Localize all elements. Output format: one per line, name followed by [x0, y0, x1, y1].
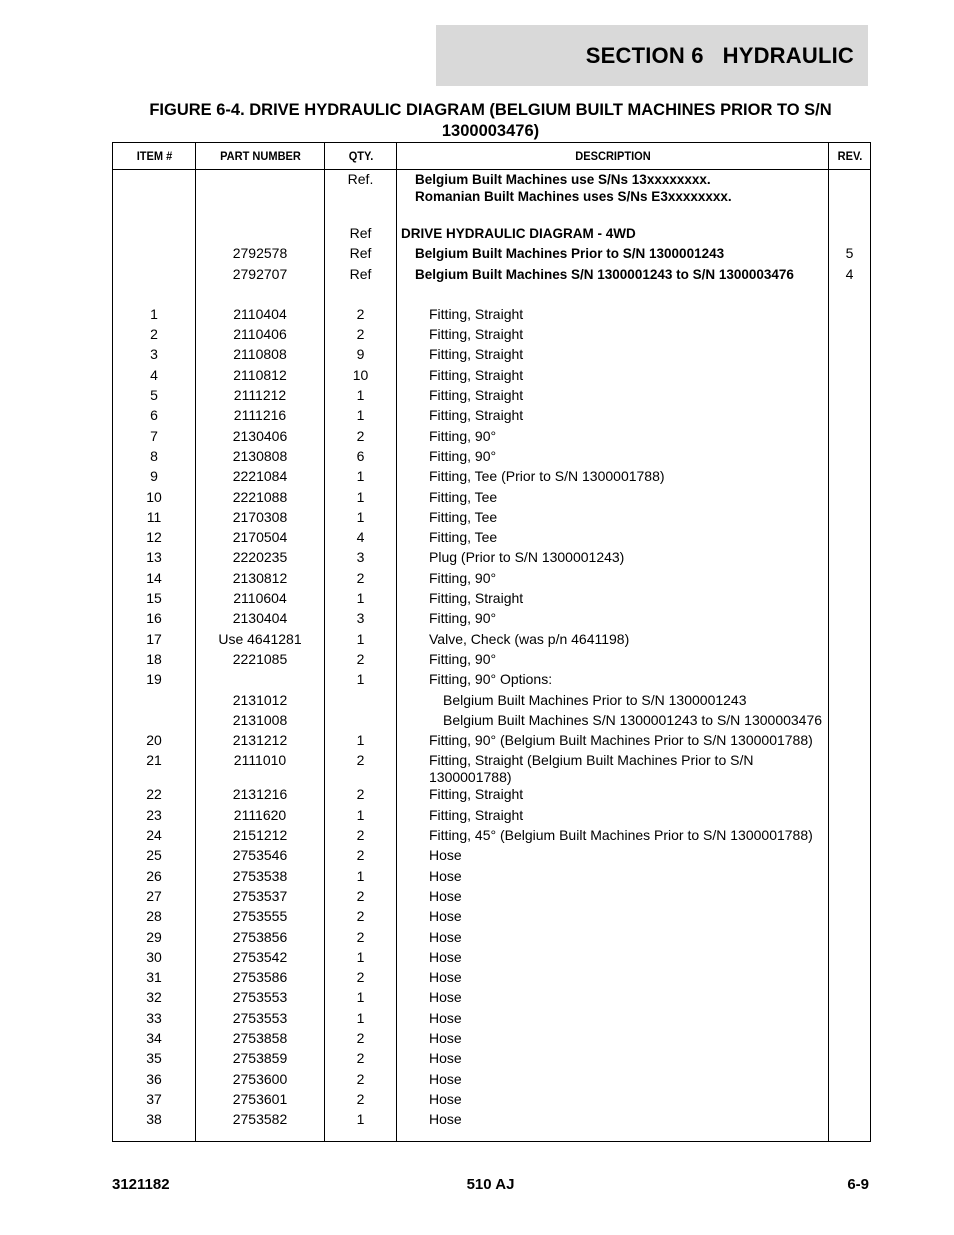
cell-part-number: 2110404	[196, 306, 325, 326]
cell-part-number: 2753555	[196, 908, 325, 928]
table-row	[113, 929, 871, 949]
cell-rev	[829, 692, 871, 712]
cell-item: 37	[113, 1091, 196, 1111]
cell-item: 17	[113, 631, 196, 651]
cell-item: 7	[113, 428, 196, 448]
section-title: SECTION 6 HYDRAULIC	[585, 42, 854, 68]
table-row	[113, 989, 871, 1009]
cell-part-number: 2753859	[196, 1050, 325, 1070]
cell-qty: 2	[325, 1050, 397, 1070]
spacer-cell	[196, 286, 325, 306]
table-row	[113, 489, 871, 509]
cell-rev	[829, 752, 871, 786]
cell-rev	[829, 786, 871, 806]
cell-rev	[829, 610, 871, 630]
table-row	[113, 245, 871, 265]
cell-description: Valve, Check (was p/n 4641198)	[397, 631, 829, 651]
cell-qty	[325, 692, 397, 712]
cell-item: 25	[113, 847, 196, 867]
cell-item: 12	[113, 529, 196, 549]
cell-part-number: 2753538	[196, 868, 325, 888]
cell-rev	[829, 827, 871, 847]
cell-rev	[829, 989, 871, 1009]
cell-qty: 10	[325, 367, 397, 387]
cell-description: Belgium Built Machines Prior to S/N 1300001243	[397, 245, 829, 265]
cell-item: 2	[113, 326, 196, 346]
cell-qty: 2	[325, 326, 397, 346]
cell-part-number: 2110808	[196, 346, 325, 366]
cell-part-number: 2753553	[196, 989, 325, 1009]
cell-qty: 1	[325, 509, 397, 529]
table-row	[113, 807, 871, 827]
cell-rev	[829, 631, 871, 651]
cell-rev	[829, 428, 871, 448]
cell-part-number	[196, 225, 325, 245]
cell-rev	[829, 326, 871, 346]
table-row	[113, 847, 871, 867]
cell-item: 33	[113, 1010, 196, 1030]
section-header	[436, 25, 868, 86]
cell-part-number: 2753542	[196, 949, 325, 969]
cell-part-number: 2753601	[196, 1091, 325, 1111]
cell-qty: 2	[325, 969, 397, 989]
cell-part-number: 2130404	[196, 610, 325, 630]
table-row	[113, 827, 871, 847]
cell-qty: 1	[325, 1010, 397, 1030]
cell-description: Fitting, Straight	[397, 807, 829, 827]
cell-qty: Ref.	[325, 170, 397, 206]
table-row	[113, 387, 871, 407]
cell-item	[113, 225, 196, 245]
cell-description: Fitting, Straight	[397, 387, 829, 407]
cell-item: 15	[113, 590, 196, 610]
cell-qty: 3	[325, 549, 397, 569]
cell-part-number: 2792707	[196, 266, 325, 286]
cell-description: Fitting, 90°	[397, 570, 829, 590]
table-row	[113, 610, 871, 630]
spacer-cell	[325, 286, 397, 306]
table-row	[113, 549, 871, 569]
cell-qty: 3	[325, 610, 397, 630]
cell-description: Hose	[397, 949, 829, 969]
cell-description: Hose	[397, 868, 829, 888]
cell-part-number: 2131216	[196, 786, 325, 806]
cell-rev	[829, 367, 871, 387]
cell-description: Fitting, Straight (Belgium Built Machines Prior to S/N 1300001788)	[397, 752, 829, 786]
cell-qty: Ref	[325, 245, 397, 265]
cell-qty: Ref	[325, 225, 397, 245]
table-bottom-padding	[113, 1131, 871, 1142]
cell-qty: 4	[325, 529, 397, 549]
table-row	[113, 529, 871, 549]
table-row	[113, 888, 871, 908]
cell-rev	[829, 868, 871, 888]
cell-description: Plug (Prior to S/N 1300001243)	[397, 549, 829, 569]
cell-description: Hose	[397, 1010, 829, 1030]
cell-description: Hose	[397, 929, 829, 949]
cell-part-number: 2111620	[196, 807, 325, 827]
footer-model: 510 AJ	[466, 1176, 515, 1193]
cell-part-number: 2131212	[196, 732, 325, 752]
cell-rev	[829, 651, 871, 671]
cell-description: Fitting, 90° (Belgium Built Machines Prior to S/N 1300001788)	[397, 732, 829, 752]
table-header-row	[113, 143, 871, 170]
cell-description: Fitting, Tee	[397, 489, 829, 509]
cell-description: Fitting, Tee (Prior to S/N 1300001788)	[397, 468, 829, 488]
cell-part-number: 2111212	[196, 387, 325, 407]
cell-qty: 1	[325, 671, 397, 691]
cell-description: Belgium Built Machines S/N 1300001243 to S/N 1300003476	[397, 266, 829, 286]
cell-part-number: 2753858	[196, 1030, 325, 1050]
cell-item: 10	[113, 489, 196, 509]
cell-item: 5	[113, 387, 196, 407]
cell-description: Fitting, Straight	[397, 590, 829, 610]
table-row	[113, 1050, 871, 1070]
table-row	[113, 1010, 871, 1030]
cell-description: Hose	[397, 1091, 829, 1111]
table-row	[113, 868, 871, 888]
cell-part-number: 2131012	[196, 692, 325, 712]
cell-rev	[829, 969, 871, 989]
cell-qty: 1	[325, 387, 397, 407]
cell-qty: 2	[325, 888, 397, 908]
cell-description: Belgium Built Machines Prior to S/N 1300001243	[397, 692, 829, 712]
cell-qty	[325, 712, 397, 732]
cell-rev	[829, 712, 871, 732]
cell-item	[113, 692, 196, 712]
footer-doc-number: 3121182	[112, 1176, 170, 1193]
padding-cell	[397, 1131, 829, 1142]
cell-rev	[829, 807, 871, 827]
cell-part-number: 2111010	[196, 752, 325, 786]
table-row	[113, 428, 871, 448]
cell-description: Fitting, Tee	[397, 529, 829, 549]
cell-part-number: 2753553	[196, 1010, 325, 1030]
cell-rev: 4	[829, 266, 871, 286]
table-row	[113, 570, 871, 590]
cell-part-number: 2221085	[196, 651, 325, 671]
cell-item: 1	[113, 306, 196, 326]
table-row	[113, 407, 871, 427]
column-header-item: ITEM #	[116, 143, 192, 170]
cell-description: Belgium Built Machines use S/Ns 13xxxxxxxx. Romanian Built Machines uses S/Ns E3xxxxxxxx.	[397, 170, 829, 206]
cell-rev	[829, 387, 871, 407]
cell-description: Hose	[397, 1030, 829, 1050]
cell-description: Fitting, 90°	[397, 651, 829, 671]
cell-item: 21	[113, 752, 196, 786]
table-spacer-row	[113, 205, 871, 225]
table-row	[113, 225, 871, 245]
cell-item: 24	[113, 827, 196, 847]
cell-item: 29	[113, 929, 196, 949]
cell-qty: 2	[325, 428, 397, 448]
table-row	[113, 949, 871, 969]
cell-qty: 1	[325, 631, 397, 651]
cell-item: 16	[113, 610, 196, 630]
cell-part-number: 2170308	[196, 509, 325, 529]
cell-rev	[829, 1010, 871, 1030]
table-row	[113, 590, 871, 610]
column-header-part-number: PART NUMBER	[201, 143, 320, 170]
table-row	[113, 448, 871, 468]
cell-item: 11	[113, 509, 196, 529]
cell-part-number: 2130406	[196, 428, 325, 448]
cell-qty: 1	[325, 407, 397, 427]
cell-description: Hose	[397, 969, 829, 989]
cell-item: 34	[113, 1030, 196, 1050]
cell-item: 35	[113, 1050, 196, 1070]
column-header-description: DESCRIPTION	[414, 143, 811, 170]
table-row	[113, 266, 871, 286]
cell-rev: 5	[829, 245, 871, 265]
cell-qty: 2	[325, 847, 397, 867]
cell-rev	[829, 170, 871, 206]
cell-part-number: 2151212	[196, 827, 325, 847]
table-row	[113, 1111, 871, 1131]
cell-qty: 2	[325, 1030, 397, 1050]
cell-qty: 1	[325, 489, 397, 509]
parts-table-body	[113, 170, 871, 1142]
cell-rev	[829, 929, 871, 949]
cell-description: DRIVE HYDRAULIC DIAGRAM - 4WD	[397, 225, 829, 245]
column-header-qty: QTY.	[327, 143, 393, 170]
table-row	[113, 306, 871, 326]
cell-qty: 1	[325, 590, 397, 610]
cell-description: Hose	[397, 888, 829, 908]
cell-item: 28	[113, 908, 196, 928]
cell-description: Fitting, Straight	[397, 326, 829, 346]
cell-item: 8	[113, 448, 196, 468]
table-row	[113, 671, 871, 691]
table-row	[113, 367, 871, 387]
table-row	[113, 631, 871, 651]
cell-description: Fitting, Straight	[397, 786, 829, 806]
cell-part-number: 2753586	[196, 969, 325, 989]
cell-item: 14	[113, 570, 196, 590]
table-row	[113, 908, 871, 928]
cell-item: 4	[113, 367, 196, 387]
spacer-cell	[829, 205, 871, 225]
cell-qty: 1	[325, 1111, 397, 1131]
cell-rev	[829, 529, 871, 549]
cell-item	[113, 245, 196, 265]
cell-qty: 2	[325, 306, 397, 326]
cell-item: 23	[113, 807, 196, 827]
cell-part-number	[196, 671, 325, 691]
cell-qty: 2	[325, 929, 397, 949]
spacer-cell	[196, 205, 325, 225]
parts-table	[112, 142, 871, 1142]
cell-rev	[829, 908, 871, 928]
spacer-cell	[113, 205, 196, 225]
cell-qty: 2	[325, 570, 397, 590]
padding-cell	[829, 1131, 871, 1142]
cell-part-number: 2753856	[196, 929, 325, 949]
padding-cell	[196, 1131, 325, 1142]
cell-rev	[829, 1050, 871, 1070]
cell-rev	[829, 671, 871, 691]
table-row	[113, 732, 871, 752]
table-row	[113, 326, 871, 346]
cell-rev	[829, 847, 871, 867]
table-row	[113, 786, 871, 806]
cell-description: Fitting, Straight	[397, 407, 829, 427]
cell-part-number: 2221088	[196, 489, 325, 509]
footer-page-number: 6-9	[847, 1176, 869, 1193]
cell-description: Fitting, 90°	[397, 428, 829, 448]
spacer-cell	[829, 286, 871, 306]
cell-part-number: 2110406	[196, 326, 325, 346]
cell-rev	[829, 570, 871, 590]
cell-part-number: 2221084	[196, 468, 325, 488]
cell-rev	[829, 888, 871, 908]
cell-description: Fitting, Straight	[397, 367, 829, 387]
spacer-cell	[325, 205, 397, 225]
cell-part-number	[196, 170, 325, 206]
cell-rev	[829, 306, 871, 326]
cell-item	[113, 170, 196, 206]
cell-rev	[829, 1091, 871, 1111]
cell-item: 22	[113, 786, 196, 806]
cell-qty: 2	[325, 827, 397, 847]
table-row	[113, 346, 871, 366]
cell-qty: 2	[325, 752, 397, 786]
cell-part-number: 2130812	[196, 570, 325, 590]
cell-rev	[829, 590, 871, 610]
cell-rev	[829, 549, 871, 569]
cell-rev	[829, 489, 871, 509]
cell-part-number: 2753537	[196, 888, 325, 908]
cell-qty: 2	[325, 786, 397, 806]
cell-part-number: 2110604	[196, 590, 325, 610]
cell-item: 38	[113, 1111, 196, 1131]
cell-qty: 2	[325, 1091, 397, 1111]
cell-item: 27	[113, 888, 196, 908]
cell-part-number: 2111216	[196, 407, 325, 427]
cell-item: 20	[113, 732, 196, 752]
cell-rev	[829, 407, 871, 427]
cell-part-number: 2110812	[196, 367, 325, 387]
figure-title: FIGURE 6-4. DRIVE HYDRAULIC DIAGRAM (BELGIUM BUILT MACHINES PRIOR TO S/N 1300003476)	[149, 101, 832, 140]
table-row	[113, 651, 871, 671]
cell-part-number: 2753546	[196, 847, 325, 867]
cell-part-number: Use 4641281	[196, 631, 325, 651]
cell-rev	[829, 1111, 871, 1131]
cell-item: 13	[113, 549, 196, 569]
cell-rev	[829, 225, 871, 245]
cell-rev	[829, 1071, 871, 1091]
table-row	[113, 1091, 871, 1111]
cell-description: Fitting, 90°	[397, 610, 829, 630]
padding-cell	[113, 1131, 196, 1142]
cell-part-number: 2753600	[196, 1071, 325, 1091]
cell-description: Hose	[397, 1071, 829, 1091]
cell-description: Fitting, Tee	[397, 509, 829, 529]
cell-part-number: 2170504	[196, 529, 325, 549]
cell-qty: 1	[325, 989, 397, 1009]
cell-item: 31	[113, 969, 196, 989]
table-row	[113, 692, 871, 712]
cell-rev	[829, 1030, 871, 1050]
cell-item	[113, 712, 196, 732]
cell-rev	[829, 448, 871, 468]
cell-qty: 1	[325, 868, 397, 888]
cell-qty: 2	[325, 651, 397, 671]
column-header-rev: REV.	[830, 143, 869, 170]
cell-description: Hose	[397, 1111, 829, 1131]
cell-qty: 6	[325, 448, 397, 468]
cell-description: Hose	[397, 908, 829, 928]
cell-qty: 1	[325, 468, 397, 488]
cell-rev	[829, 732, 871, 752]
table-spacer-row	[113, 286, 871, 306]
cell-description: Fitting, Straight	[397, 306, 829, 326]
cell-description: Hose	[397, 1050, 829, 1070]
table-row	[113, 969, 871, 989]
cell-part-number: 2753582	[196, 1111, 325, 1131]
spacer-cell	[397, 286, 829, 306]
cell-part-number: 2131008	[196, 712, 325, 732]
cell-item: 18	[113, 651, 196, 671]
table-row	[113, 1071, 871, 1091]
table-row	[113, 170, 871, 206]
cell-item: 6	[113, 407, 196, 427]
cell-qty: 2	[325, 908, 397, 928]
cell-qty: Ref	[325, 266, 397, 286]
cell-item: 32	[113, 989, 196, 1009]
cell-description: Hose	[397, 989, 829, 1009]
cell-qty: 9	[325, 346, 397, 366]
cell-description: Fitting, Straight	[397, 346, 829, 366]
cell-item: 30	[113, 949, 196, 969]
cell-description: Hose	[397, 847, 829, 867]
cell-rev	[829, 509, 871, 529]
table-row	[113, 509, 871, 529]
cell-rev	[829, 468, 871, 488]
spacer-cell	[113, 286, 196, 306]
cell-rev	[829, 346, 871, 366]
cell-description: Belgium Built Machines S/N 1300001243 to S/N 1300003476	[397, 712, 829, 732]
cell-item: 9	[113, 468, 196, 488]
cell-rev	[829, 949, 871, 969]
table-row	[113, 752, 871, 786]
cell-part-number: 2130808	[196, 448, 325, 468]
cell-description: Fitting, 45° (Belgium Built Machines Prior to S/N 1300001788)	[397, 827, 829, 847]
cell-qty: 1	[325, 807, 397, 827]
cell-description: Fitting, 90°	[397, 448, 829, 468]
cell-item	[113, 266, 196, 286]
cell-qty: 2	[325, 1071, 397, 1091]
cell-qty: 1	[325, 949, 397, 969]
cell-item: 36	[113, 1071, 196, 1091]
cell-part-number: 2220235	[196, 549, 325, 569]
cell-qty: 1	[325, 732, 397, 752]
padding-cell	[325, 1131, 397, 1142]
cell-item: 26	[113, 868, 196, 888]
table-row	[113, 1030, 871, 1050]
table-row	[113, 712, 871, 732]
cell-description: Fitting, 90° Options:	[397, 671, 829, 691]
cell-item: 3	[113, 346, 196, 366]
cell-item: 19	[113, 671, 196, 691]
table-row	[113, 468, 871, 488]
cell-part-number: 2792578	[196, 245, 325, 265]
spacer-cell	[397, 205, 829, 225]
